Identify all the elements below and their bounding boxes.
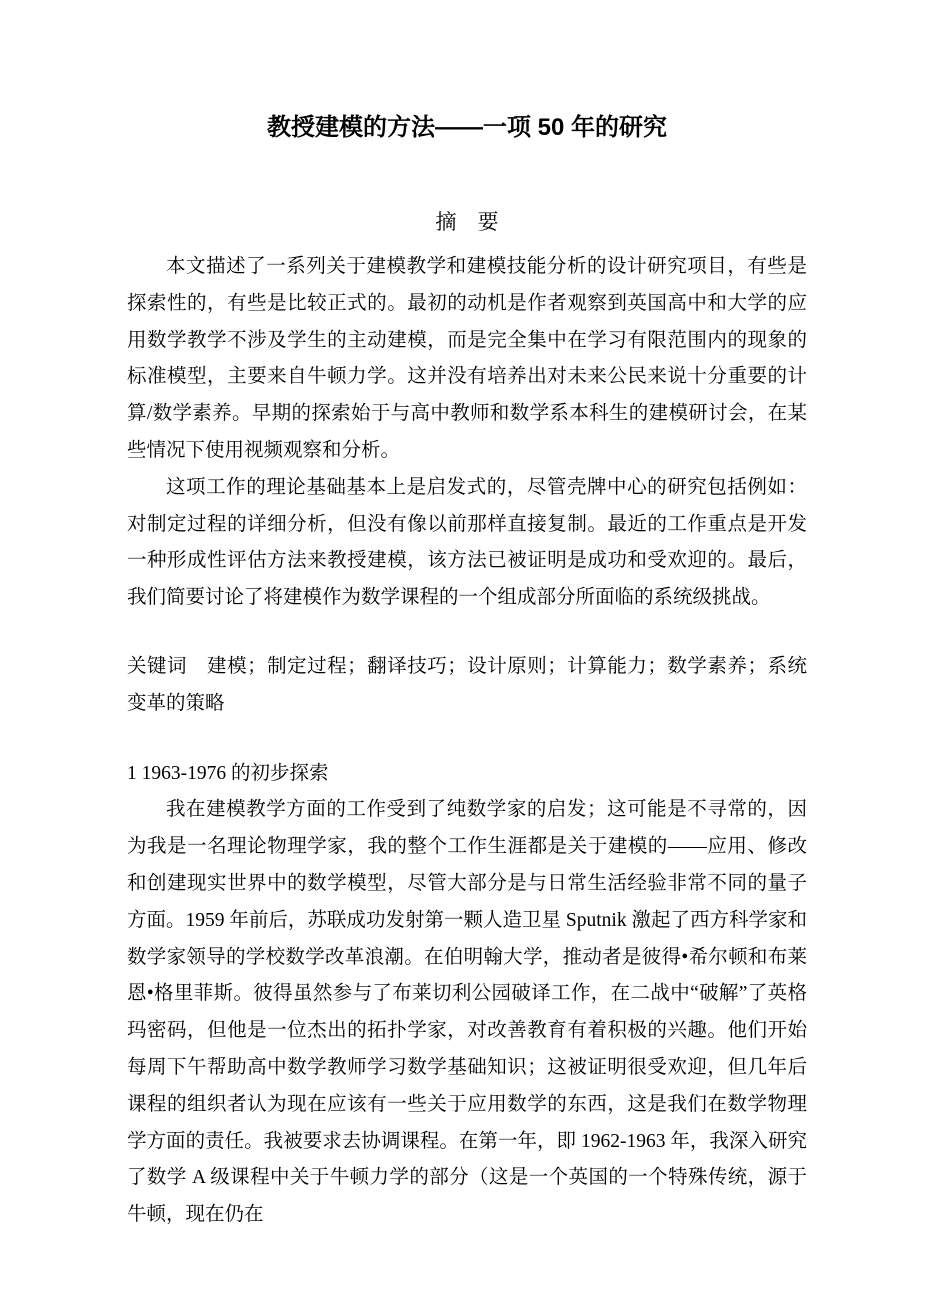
section-1-paragraph-1: 我在建模教学方面的工作受到了纯数学家的启发；这可能是不寻常的，因为我是一名理论物理学家，我的整个工作生涯都是关于建模的——应用、修改和创建现实世界中的数学模型，尽管大部分是与日常生活经验非常不同的量子方面。1959 年前后，苏联成功发射第一颗人造卫星 Sputnik 激起了西方科学家和数学家领导的学校数学改革浪潮。在伯明翰大学，推动者是彼得•希尔顿和布莱恩•格里菲斯。彼得虽然参与了布莱切利公园破译工作，在二战中“破解”了英格玛密码，但他是一位杰出的拓扑学家，对改善教育有着积极的兴趣。他们开始每周下午帮助高中数学教师学习数学基础知识；这被证明很受欢迎，但几年后课程的组织者认为现在应该有一些关于应用数学的东西，这是我们在数学物理学方面的责任。我被要求去协调课程。在第一年，即 1962-1963 年，我深入研究了数学 A 级课程中关于牛顿力学的部分（这是一个英国的一个特殊传统，源于牛顿，现在仍在	[127, 799, 807, 1226]
section-1-heading: 1 1963-1976 的初步探索	[127, 762, 329, 784]
abstract-paragraph-2: 这项工作的理论基础基本上是启发式的，尽管壳牌中心的研究包括例如：对制定过程的详细分析，但没有像以前那样直接复制。最近的工作重点是开发一种形成性评估方法来教授建模，该方法已被证明是成功和受欢迎的。最后，我们简要讨论了将建模作为数学课程的一个组成部分所面临的系统级挑战。	[127, 476, 807, 609]
abstract-heading: 摘 要	[435, 210, 499, 234]
document-title: 教授建模的方法——一项 50 年的研究	[266, 114, 668, 141]
abstract-paragraph-1: 本文描述了一系列关于建模教学和建模技能分析的设计研究项目，有些是探索性的，有些是比较正式的。最初的动机是作者观察到英国高中和大学的应用数学教学不涉及学生的主动建模，而是完全集中在学习有限范围内的现象的标准模型，主要来自牛顿力学。这并没有培养出对未来公民来说十分重要的计算/数学素养。早期的探索始于与高中教师和数学系本科生的建模研讨会，在某些情况下使用视频观察和分析。	[127, 256, 807, 461]
keywords-paragraph: 关键词 建模；制定过程；翻译技巧；设计原则；计算能力；数学素养；系统变革的策略	[127, 655, 807, 714]
